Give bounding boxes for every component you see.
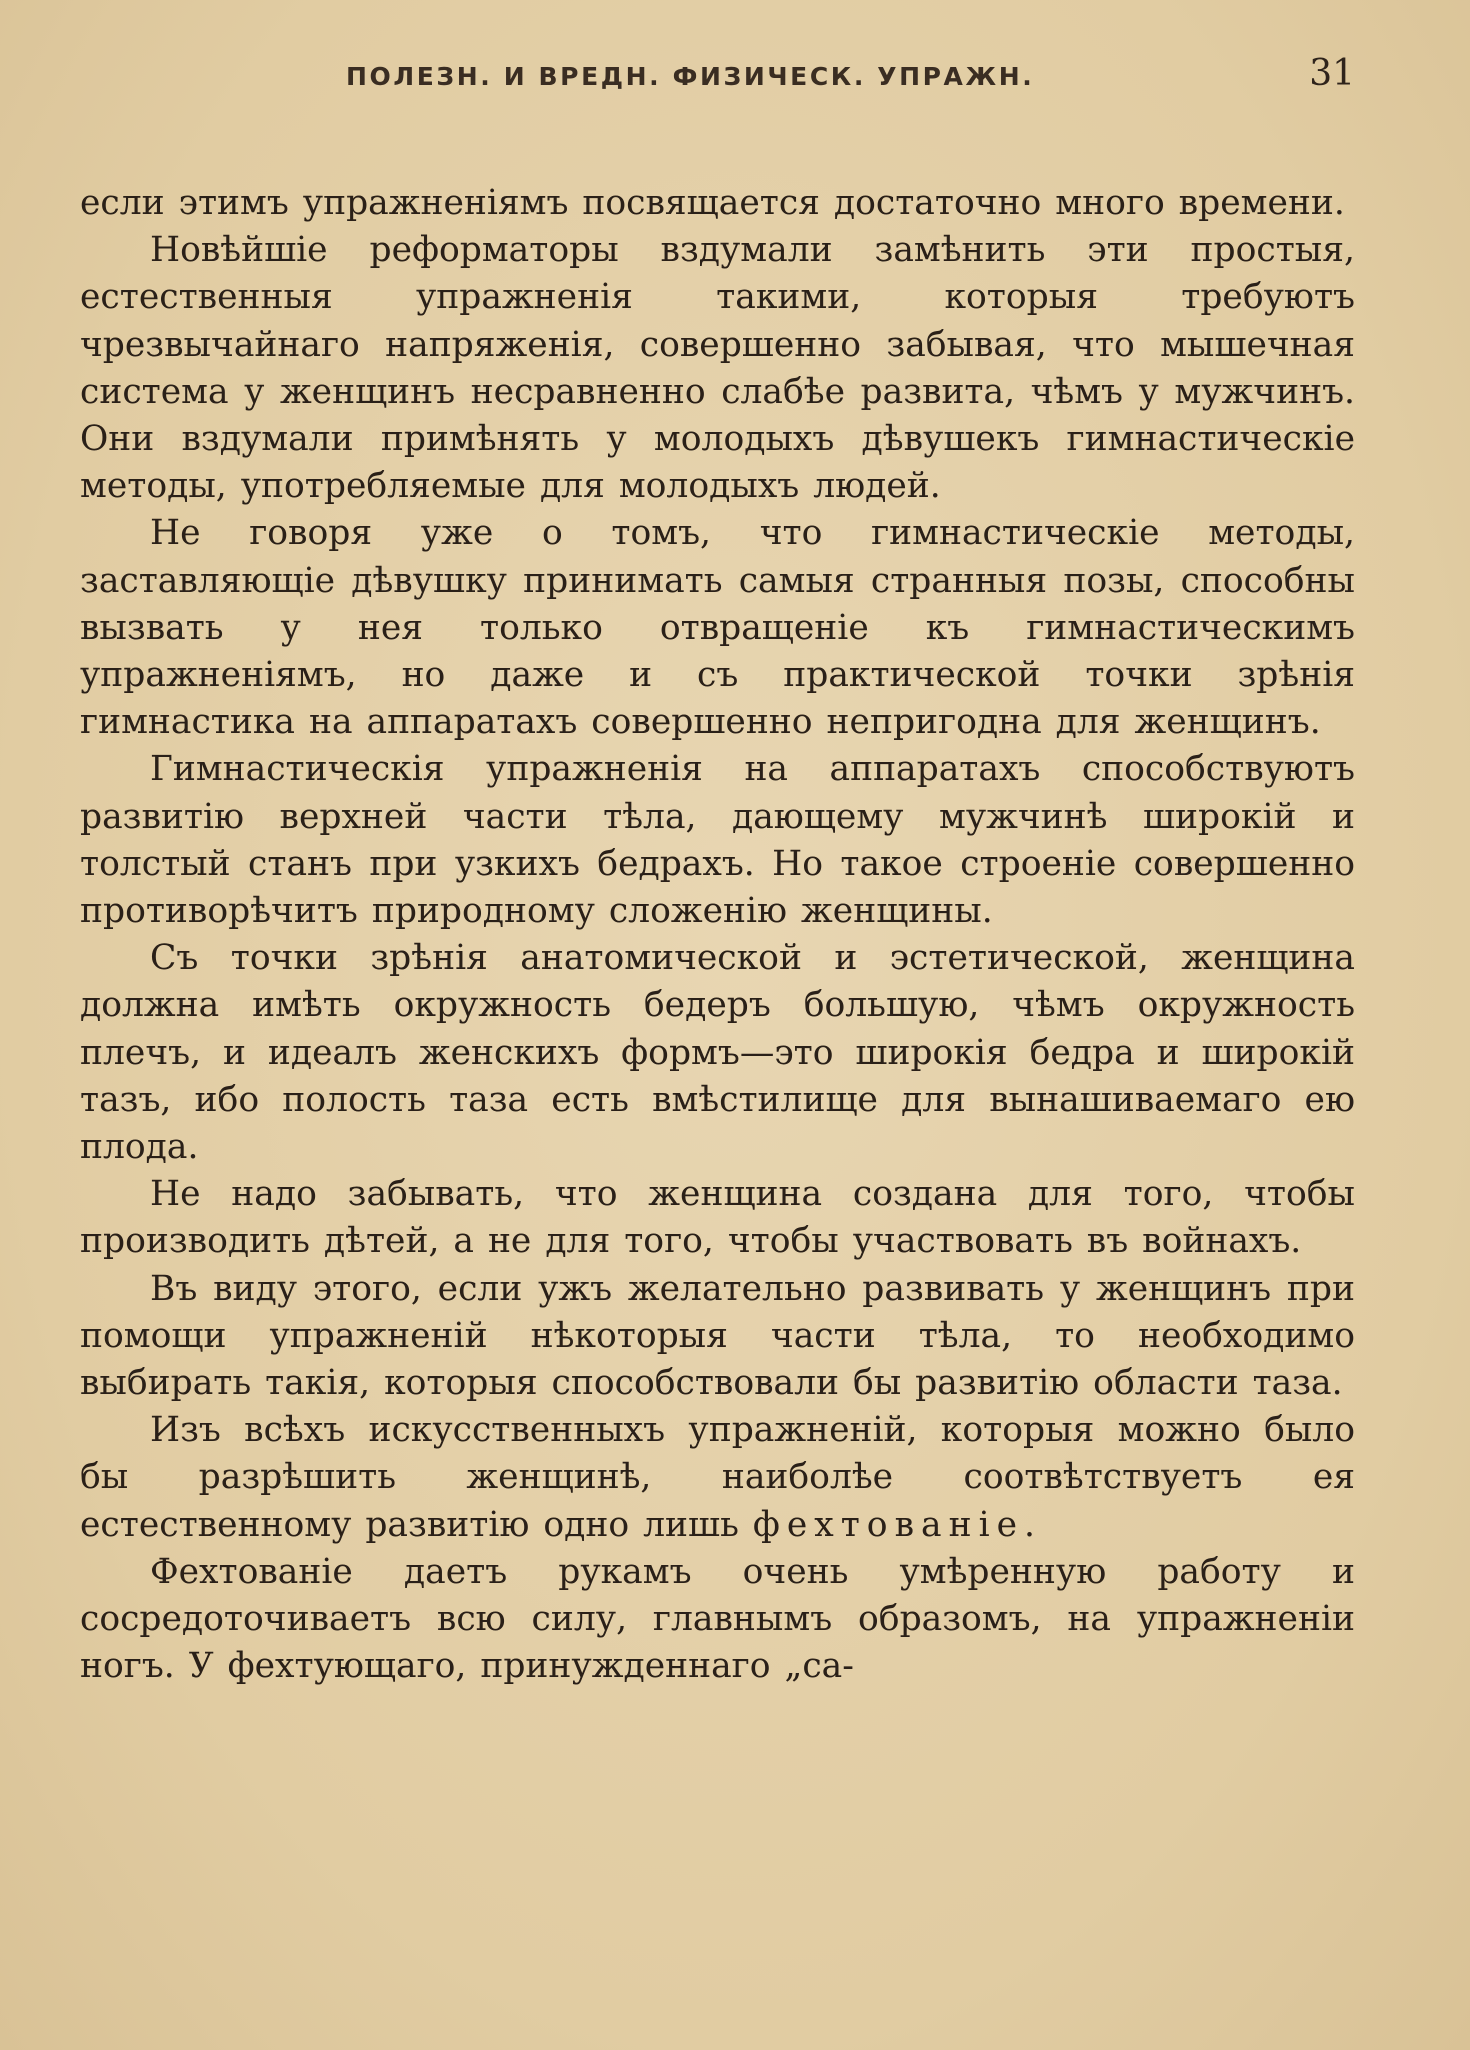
paragraph	[80, 1266, 1355, 1408]
page-header	[80, 48, 1355, 118]
paragraph	[80, 1549, 1355, 1691]
paragraph-text: Не надо забывать, что женщина создана для того, чтобы производить дѣтей, а не для того, чтобы участвовать въ войнахъ.	[80, 1174, 1355, 1262]
paragraph	[80, 1171, 1355, 1265]
paragraph-text: Съ точки зрѣнія анатомической и эстетической, женщина должна имѣть окружность бедеръ большую, чѣмъ окружность плечъ, и идеалъ женскихъ формъ—это широкія бедра и широкій тазъ, ибо полость таза есть вмѣстилище для вынашиваемаго ею плода.	[80, 938, 1355, 1168]
page-number: 31	[1309, 53, 1355, 94]
emphasized-word: фехтованіе	[752, 1504, 1025, 1545]
paragraph-text: Въ виду этого, если ужъ желательно развивать у женщинъ при помощи упражненій нѣкоторыя части тѣла, то необходимо выбирать такія, которыя способствовали бы развитію области таза.	[80, 1268, 1355, 1404]
paragraph-text: Не говоря уже о томъ, что гимнастическіе методы, заставляющіе дѣвушку принимать самыя странныя позы, способны вызвать у нея только отвращеніе къ гимнастическимъ упражненіямъ, но даже и съ практической точки зрѣнія гимнастика на аппаратахъ совершенно непригодна для женщинъ.	[80, 513, 1355, 743]
paragraph-tail: .	[1024, 1504, 1035, 1545]
paragraph	[80, 746, 1355, 935]
paragraph-text: Изъ всѣхъ искусственныхъ упражненій, которыя можно было бы разрѣшить женщинѣ, наиболѣе соотвѣтствуетъ ея естественному развитію одно лишь	[80, 1410, 1355, 1545]
paragraph	[80, 227, 1355, 510]
paragraph-text: если этимъ упражненіямъ посвящается достаточно много времени.	[80, 183, 1345, 223]
running-head: ПОЛЕЗН. И ВРЕДН. ФИЗИЧЕСК. УПРАЖН.	[346, 62, 1035, 91]
paragraph-text: Гимнастическія упражненія на аппаратахъ способствуютъ развитію верхней части тѣла, дающему мужчинѣ широкій и толстый станъ при узкихъ бедрахъ. Но такое строеніе совершенно противорѣчитъ природному сложенію женщины.	[80, 749, 1355, 932]
paragraph	[80, 510, 1355, 746]
page-body	[80, 180, 1355, 1691]
paragraph-text: Фехтованіе даетъ рукамъ очень умѣренную работу и сосредоточиваетъ всю силу, главнымъ образомъ, на упражненіи ногъ. У фехтующаго, принужденнаго „са-	[80, 1551, 1355, 1687]
paragraph-text: Новѣйшіе реформаторы вздумали замѣнить эти простыя, естественныя упражненія такими, которыя требуютъ чрезвычайнаго напряженія, совершенно забывая, что мышечная система у женщинъ несравненно слабѣе развита, чѣмъ у мужчинъ. Они вздумали примѣнять у молодыхъ дѣвушекъ гимнастическіе методы, употребляемые для молодыхъ людей.	[80, 230, 1355, 507]
paragraph	[80, 1407, 1355, 1549]
paragraph	[80, 180, 1355, 227]
paragraph	[80, 935, 1355, 1171]
